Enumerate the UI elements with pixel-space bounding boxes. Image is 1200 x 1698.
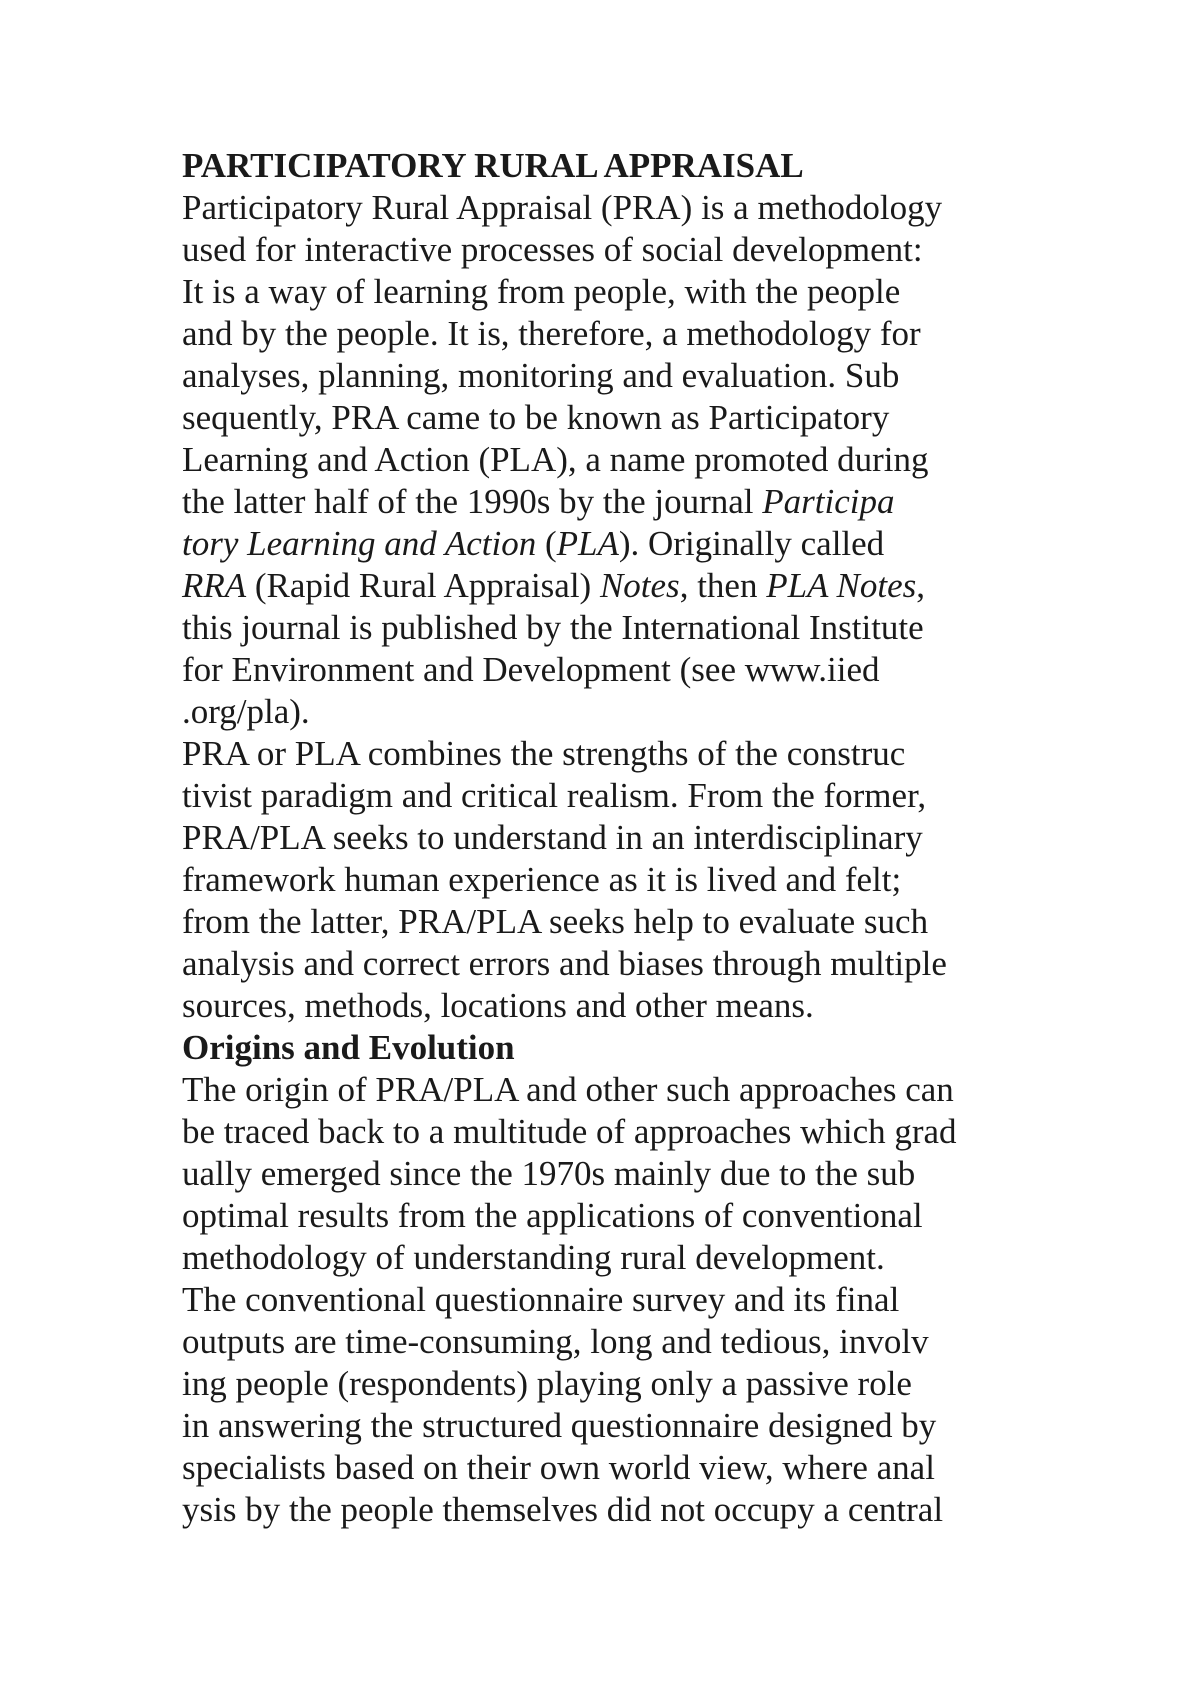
text-line: specialists based on their own world view, where anal	[182, 1448, 935, 1487]
text-line: PRA or PLA combines the strengths of the construc	[182, 734, 906, 773]
text-line: framework human experience as it is lived and felt;	[182, 860, 902, 899]
text-line: outputs are time-consuming, long and tedious, involv	[182, 1322, 929, 1361]
text-line: .org/pla).	[182, 692, 310, 731]
text-line: tivist paradigm and critical realism. From the former,	[182, 776, 927, 815]
text-line: analyses, planning, monitoring and evaluation. Sub	[182, 356, 900, 395]
text-run: (	[536, 524, 557, 563]
text-line: be traced back to a multitude of approaches which grad	[182, 1112, 957, 1151]
text-line: Learning and Action (PLA), a name promoted during	[182, 440, 929, 479]
document-body	[182, 145, 1082, 1531]
text-line: this journal is published by the International Institute	[182, 608, 924, 647]
text-line: for Environment and Development (see www.iied	[182, 650, 880, 689]
text-line	[182, 565, 1082, 607]
text-line: in answering the structured questionnaire designed by	[182, 1406, 937, 1445]
text-line: optimal results from the applications of conventional	[182, 1196, 923, 1235]
text-line: The origin of PRA/PLA and other such approaches can	[182, 1070, 954, 1109]
text-run: the latter half of the 1990s by the journal	[182, 482, 763, 521]
notes-italic: Notes	[599, 566, 680, 605]
paragraph-intro	[182, 187, 1082, 733]
text-run: (Rapid Rural Appraisal)	[246, 566, 600, 605]
text-line: ysis by the people themselves did not occupy a central	[182, 1490, 944, 1529]
text-run: , then	[679, 566, 767, 605]
journal-title-italic: tory Learning and Action	[182, 524, 537, 563]
text-line: ing people (respondents) playing only a passive role	[182, 1364, 912, 1403]
text-line: It is a way of learning from people, with the people	[182, 272, 901, 311]
text-line: and by the people. It is, therefore, a methodology for	[182, 314, 921, 353]
text-run: ). Originally called	[618, 524, 885, 563]
text-line: sequently, PRA came to be known as Participatory	[182, 398, 890, 437]
text-line: sources, methods, locations and other means.	[182, 986, 814, 1025]
text-run: ,	[916, 566, 926, 605]
text-line: Participatory Rural Appraisal (PRA) is a methodology	[182, 188, 943, 227]
text-line: PRA/PLA seeks to understand in an interdisciplinary	[182, 818, 923, 857]
paragraph-combines	[182, 733, 1082, 1027]
pla-notes-italic: PLA Notes	[766, 566, 917, 605]
journal-abbrev-italic: PLA	[556, 524, 619, 563]
text-line: from the latter, PRA/PLA seeks help to evaluate such	[182, 902, 929, 941]
text-line: The conventional questionnaire survey and its final	[182, 1280, 900, 1319]
paragraph-conventional	[182, 1279, 1082, 1531]
text-line: analysis and correct errors and biases through multiple	[182, 944, 947, 983]
text-line: methodology of understanding rural development.	[182, 1238, 885, 1277]
text-line	[182, 481, 1082, 523]
document-title: PARTICIPATORY RURAL APPRAISAL	[182, 146, 804, 185]
rra-italic: RRA	[182, 566, 247, 605]
paragraph-origins	[182, 1069, 1082, 1279]
journal-title-italic: Participa	[762, 482, 895, 521]
text-line: ually emerged since the 1970s mainly due to the sub	[182, 1154, 916, 1193]
text-line	[182, 523, 1082, 565]
section-heading: Origins and Evolution	[182, 1028, 515, 1067]
text-line: used for interactive processes of social development:	[182, 230, 923, 269]
